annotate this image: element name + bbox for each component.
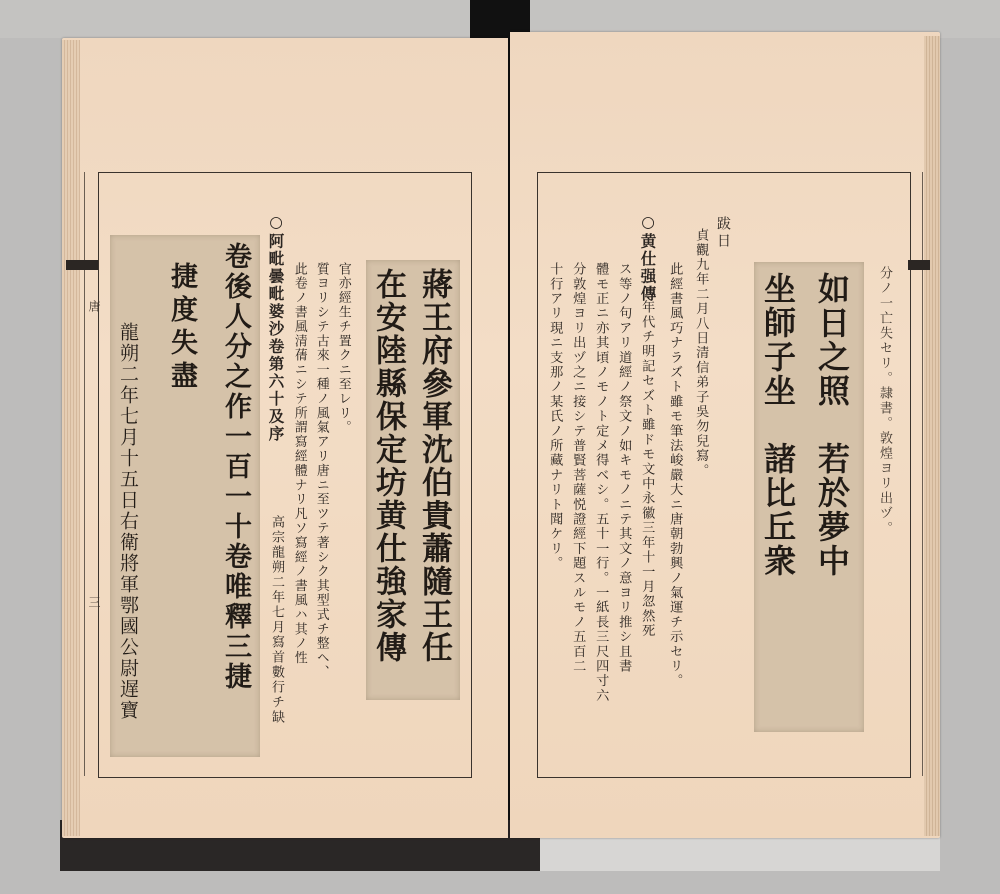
right-body-col-7: 分敦煌ヨリ出ヅ之ニ接シテ普賢菩薩悦證經下題スルモノ五百二	[570, 262, 586, 674]
left-body-col-4: 高宗龍朔二年七月寫首數行チ缺	[269, 515, 284, 725]
right-body-col-4: 年代チ明記セズト雖ドモ文中永徽三年十一月忽然死	[639, 300, 655, 639]
callig-scroll-col-2: 捷度失盡	[166, 262, 197, 394]
left-section-title: ○阿毗曇毗婆沙卷第六十及序	[266, 212, 286, 443]
callig-scroll-col-3: 龍朔二年七月十五日右衛將軍鄂國公尉遅寶	[117, 322, 139, 721]
right-body-col-6: 體モ正ニ亦其頃ノモノト定メ得ベシ。五十一行。一紙長三尺四寸六	[593, 262, 609, 703]
right-page-edges	[924, 36, 940, 836]
page-number: 三	[87, 596, 101, 610]
right-body-col-8: 十行アリ現ニ支那ノ某氏ノ所藏ナリト聞ケリ。	[547, 262, 563, 571]
right-section-title: ○黄仕强傳	[638, 212, 658, 303]
callig-right-col-1: 如日之照 若於夢中	[813, 272, 851, 578]
callig-scroll-col-1: 卷後人分之作一百一十卷唯釋三捷	[220, 242, 251, 692]
right-body-col-2: 貞觀九年二月八日清信弟子吳勿兒寫。	[693, 228, 709, 478]
callig-main-col-2: 在安陸縣保定坊黄仕強家傳	[370, 268, 406, 664]
right-body-col-5: ス等ノ句アリ道經ノ祭文ノ如キモノニテ其文ノ意ヨリ推シ且書	[616, 262, 632, 674]
left-body-col-3: 官亦經生チ置クニ至レリ。	[335, 262, 351, 435]
left-page-edges	[62, 40, 80, 836]
right-fishtail-mark	[908, 260, 930, 270]
callig-main-col-1: 蔣王府參軍沈伯貴蕭隨王任	[416, 268, 452, 664]
right-body-col-1: 跋日	[715, 216, 731, 250]
right-body-col-3: 此經書風巧ナラズト雖モ筆法峻嚴大ニ唐朝勃興ノ氣運チ示セリ。	[667, 262, 683, 689]
left-fishtail-mark	[66, 260, 98, 270]
background-bottom-right	[540, 836, 940, 871]
right-margin-note: 分ノ一亡失セリ。隷書。敦煌ヨリ出ヅ。	[877, 266, 892, 536]
left-body-col-2: 質ヨリシテ古來一種ノ風氣アリ唐ニ至ツテ著シク其型式チ整ヘ、	[313, 262, 329, 680]
callig-right-col-2: 坐師子坐 諸比丘衆	[759, 272, 797, 578]
left-body-col-1: 此卷ノ書風清蒨ニシテ所謂寫經體ナリ凡ソ寫經ノ書風ハ其ノ性	[291, 262, 307, 666]
margin-title: 唐	[87, 300, 101, 314]
